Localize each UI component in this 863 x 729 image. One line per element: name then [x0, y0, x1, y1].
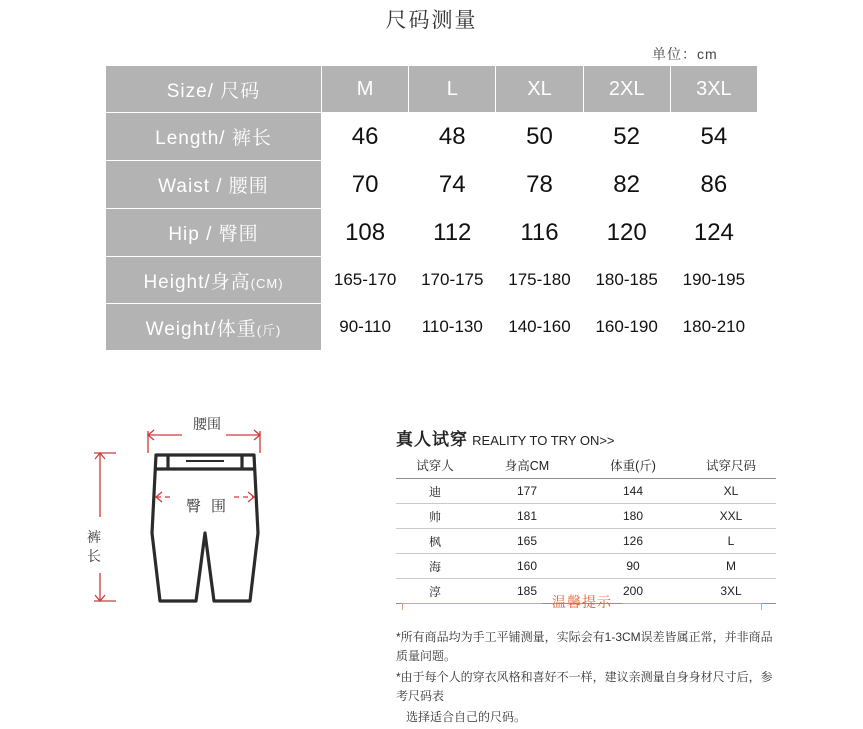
row-label-size: Size/ 尺码 [106, 66, 322, 113]
table-header-row [396, 452, 776, 479]
tips-line-3: 选择适合自己的尺码。 [406, 710, 527, 724]
cell-waist-3xl: 86 [670, 161, 757, 209]
cell-weight: 90 [580, 554, 686, 579]
tips-line-2: *由于每个人的穿衣风格和喜好不一样，建议亲测量自身身材尺寸后，参考尺码表 [396, 670, 773, 703]
cell-length-l: 48 [409, 113, 496, 161]
cell-height-l: 170-175 [409, 257, 496, 304]
cell-weight-3xl: 180-210 [670, 304, 757, 351]
diagram-length-label: 裤长 [87, 529, 101, 564]
table-row [106, 113, 758, 161]
page-title: 尺码测量 [385, 9, 478, 32]
cell-size-3xl: 3XL [670, 66, 757, 113]
cell-hip-l: 112 [409, 209, 496, 257]
reality-title-cn: 真人试穿 [396, 430, 468, 449]
row-label-weight [106, 304, 322, 351]
col-header-height: 身高CM [474, 452, 580, 479]
tips-banner [396, 592, 768, 614]
tips-line-1: *所有商品均为手工平铺测量，实际会有1-3CM误差皆属正常，并非商品质量问题。 [396, 630, 773, 663]
cell-person: 帅 [396, 504, 474, 529]
cell-height: 181 [474, 504, 580, 529]
row-label-hip: Hip / 臀围 [106, 209, 322, 257]
cell-hip-2xl: 120 [583, 209, 670, 257]
cell-person: 海 [396, 554, 474, 579]
cell-weight: 144 [580, 479, 686, 504]
cell-person: 淳 [396, 579, 474, 604]
cell-size-xl: XL [496, 66, 583, 113]
row-label-weight-text: Weight/体重 [145, 318, 257, 340]
cell-weight-2xl: 160-190 [583, 304, 670, 351]
table-row [106, 304, 758, 351]
cell-waist-m: 70 [322, 161, 409, 209]
row-label-length: Length/ 裤长 [106, 113, 322, 161]
row-label-waist: Waist / 腰围 [106, 161, 322, 209]
tips-body [396, 628, 776, 729]
cell-height-3xl: 190-195 [670, 257, 757, 304]
cell-size: XXL [686, 504, 776, 529]
cell-length-2xl: 52 [583, 113, 670, 161]
cell-hip-m: 108 [322, 209, 409, 257]
cell-weight-xl: 140-160 [496, 304, 583, 351]
cell-waist-l: 74 [409, 161, 496, 209]
cell-length-xl: 50 [496, 113, 583, 161]
cell-height: 185 [474, 579, 580, 604]
table-row [396, 504, 776, 529]
table-row [396, 529, 776, 554]
cell-length-3xl: 54 [670, 113, 757, 161]
cell-length-m: 46 [322, 113, 409, 161]
cell-height-xl: 175-180 [496, 257, 583, 304]
cell-waist-2xl: 82 [583, 161, 670, 209]
cell-hip-3xl: 124 [670, 209, 757, 257]
cell-size: XL [686, 479, 776, 504]
table-row [106, 66, 758, 113]
cell-waist-xl: 78 [496, 161, 583, 209]
table-row [106, 209, 758, 257]
table-row [396, 479, 776, 504]
tips-title: 温馨提示 [552, 594, 612, 610]
unit-label: 单位：cm [652, 46, 718, 62]
cell-size-2xl: 2XL [583, 66, 670, 113]
cell-size: M [686, 554, 776, 579]
reality-title-en: REALITY TO TRY ON>> [472, 433, 615, 448]
cell-size: L [686, 529, 776, 554]
cell-person: 枫 [396, 529, 474, 554]
col-header-weight: 体重(斤) [580, 452, 686, 479]
cell-height: 165 [474, 529, 580, 554]
diagram-waist-label: 腰围 [193, 416, 221, 432]
row-label-height [106, 257, 322, 304]
row-label-weight-unit: (斤) [256, 322, 282, 338]
table-row [106, 257, 758, 304]
cell-size: 3XL [686, 579, 776, 604]
diagram-hip-label: 臀围 [186, 498, 237, 515]
reality-try-on-header [396, 425, 615, 450]
cell-weight: 200 [580, 579, 686, 604]
cell-height: 177 [474, 479, 580, 504]
shorts-diagram-svg [78, 405, 378, 705]
cell-weight: 126 [580, 529, 686, 554]
cell-weight-l: 110-130 [409, 304, 496, 351]
cell-height: 160 [474, 554, 580, 579]
col-header-person: 试穿人 [396, 452, 474, 479]
cell-person: 迪 [396, 479, 474, 504]
cell-weight: 180 [580, 504, 686, 529]
cell-height-m: 165-170 [322, 257, 409, 304]
cell-height-2xl: 180-185 [583, 257, 670, 304]
size-chart-table [105, 65, 758, 351]
reality-try-on-table [396, 452, 776, 604]
table-row [396, 554, 776, 579]
cell-size-l: L [409, 66, 496, 113]
table-row [106, 161, 758, 209]
shorts-measurement-diagram [78, 405, 378, 705]
cell-weight-m: 90-110 [322, 304, 409, 351]
row-label-height-text: Height/身高 [143, 271, 251, 293]
col-header-size: 试穿尺码 [686, 452, 776, 479]
row-label-height-unit: (CM) [250, 275, 284, 291]
cell-size-m: M [322, 66, 409, 113]
cell-hip-xl: 116 [496, 209, 583, 257]
